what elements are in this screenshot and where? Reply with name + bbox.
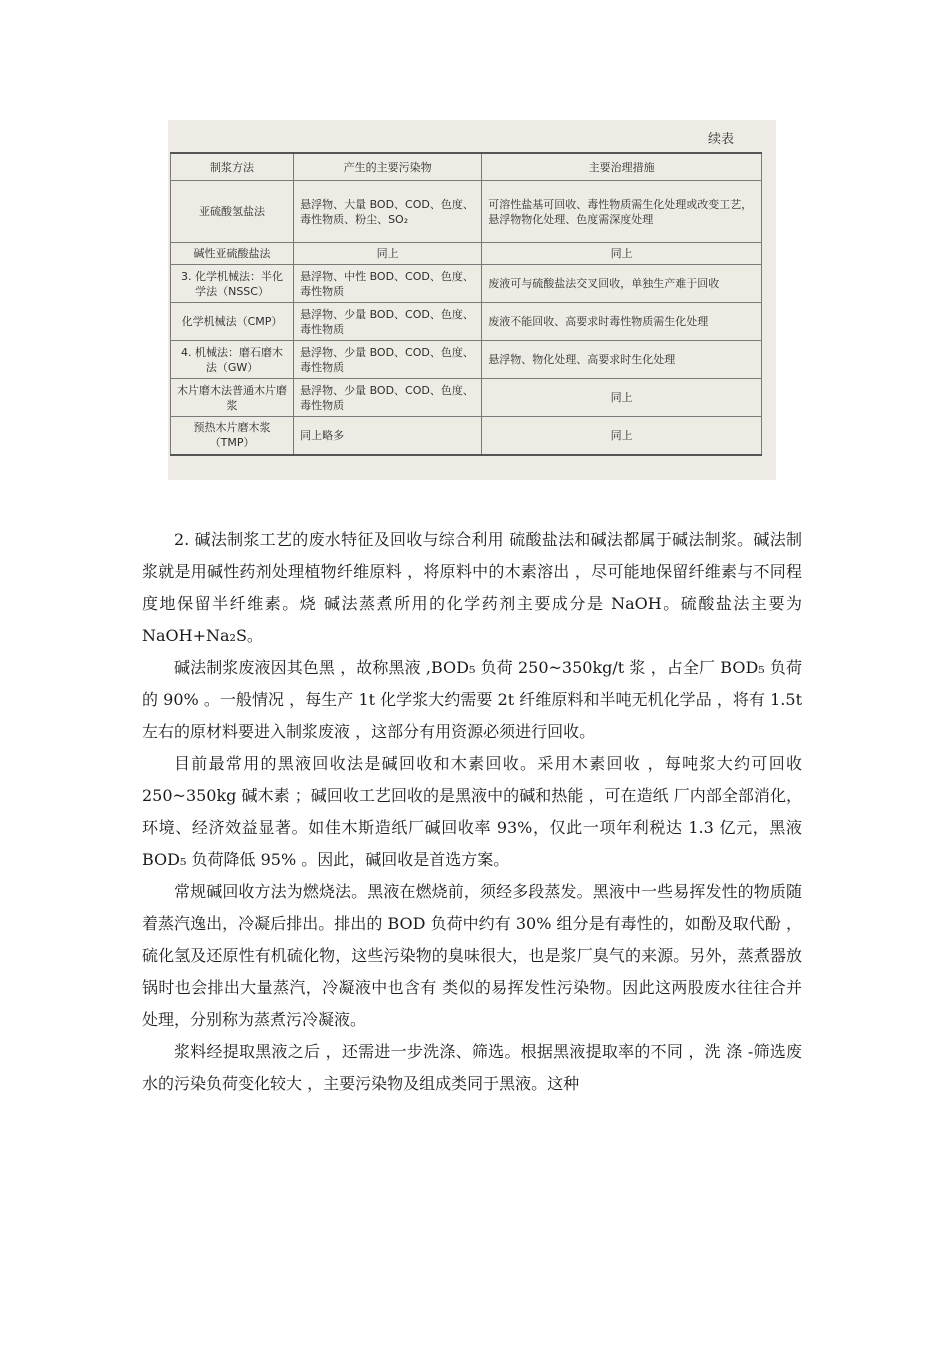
table-cell: 悬浮物、少量 BOD、COD、色度、毒性物质: [294, 379, 482, 417]
table-cell: 3. 化学机械法：半化学法（NSSC）: [171, 265, 294, 303]
table-scan-image: [168, 120, 776, 480]
table-cell: 同上: [482, 243, 762, 265]
table-cell: 4. 机械法：磨石磨木法（GW）: [171, 341, 294, 379]
table-cell: 废液可与硫酸盐法交叉回收，单独生产难于回收: [482, 265, 762, 303]
table-row: [171, 243, 762, 265]
header-method: 制浆方法: [171, 153, 294, 181]
table-cell: 废液不能回收、高要求时毒性物质需生化处理: [482, 303, 762, 341]
table-cell: 同上略多: [294, 417, 482, 455]
paragraph-alkali-pulping: 2. 碱法制浆工艺的废水特征及回收与综合利用 硫酸盐法和碱法都属于碱法制浆。碱法制浆就是用碱性药剂处理植物纤维原料 ，将原料中的木素溶出 ，尽可能地保留纤维素与不同程度地保留半纤维素。烧 碱法蒸煮所用的化学药剂主要成分是 NaOH。硫酸盐法主要为 NaOH+Na₂S。: [142, 530, 802, 645]
table-cell: 同上: [482, 417, 762, 455]
table-cell: 悬浮物、大量 BOD、COD、色度、毒性物质、粉尘、SO₂: [294, 181, 482, 243]
table-cell: 碱性亚硫酸盐法: [171, 243, 294, 265]
table-cell: 木片磨木法普通木片磨浆: [171, 379, 294, 417]
header-measures: 主要治理措施: [482, 153, 762, 181]
table-cell: 悬浮物、物化处理、高要求时生化处理: [482, 341, 762, 379]
table-row: [171, 303, 762, 341]
table-cell: 悬浮物、中性 BOD、COD、色度、毒性物质: [294, 265, 482, 303]
pulping-pollution-table: [170, 152, 762, 456]
table-cell: 悬浮物、少量 BOD、COD、色度、毒性物质: [294, 303, 482, 341]
table-cell: 化学机械法（CMP）: [171, 303, 294, 341]
table-cell: 可溶性盐基可回收、毒性物质需生化处理或改变工艺，悬浮物物化处理、色度需深度处理: [482, 181, 762, 243]
body-text: [142, 524, 802, 1100]
table-header-row: [171, 153, 762, 181]
table-cell: 亚硫酸氢盐法: [171, 181, 294, 243]
table-cell: 同上: [482, 379, 762, 417]
paragraph-combustion-method: 常规碱回收方法为燃烧法。黑液在燃烧前，须经多段蒸发。黑液中一些易挥发性的物质随着蒸汽逸出，冷凝后排出。排出的 BOD 负荷中约有 30% 组分是有毒性的，如酚及取代酚 ，硫化氢及还原性有机硫化物，这些污染物的臭味很大，也是浆厂臭气的来源。另外，蒸煮器放锅时也会排出大量蒸汽，冷凝液中也含有 类似的易挥发性污染物。因此这两股废水往往合并处理，分别称为蒸煮污冷凝液。: [142, 882, 802, 1029]
table-cell: 预热木片磨木浆（TMP）: [171, 417, 294, 455]
table-cell: 悬浮物、少量 BOD、COD、色度、毒性物质: [294, 341, 482, 379]
table-row: [171, 379, 762, 417]
table-cell: 同上: [294, 243, 482, 265]
table-row: [171, 181, 762, 243]
header-pollutants: 产生的主要污染物: [294, 153, 482, 181]
paragraph-washing-screening: 浆料经提取黑液之后 ，还需进一步洗涤、筛选。根据黑液提取率的不同 ，洗 涤 -筛选废水的污染负荷变化较大 ，主要污染物及组成类同于黑液。这种: [142, 1042, 802, 1093]
paragraph-recovery-methods: 目前最常用的黑液回收法是碱回收和木素回收。采用木素回收 ，每吨浆大约可回收 250~350kg 碱木素 ；碱回收工艺回收的是黑液中的碱和热能 ，可在造纸 厂内部全部消化，环境、经济效益显著。如佳木斯造纸厂碱回收率 93%，仅此一项年利税达 1.3 亿元，黑液 BOD₅ 负荷降低 95% 。因此，碱回收是首选方案。: [142, 754, 802, 869]
table-row: [171, 341, 762, 379]
table-row: [171, 265, 762, 303]
paragraph-black-liquor: 碱法制浆废液因其色黑 ，故称黑液 ,BOD₅ 负荷 250~350kg/t 浆 ，占全厂 BOD₅ 负荷的 90% 。一般情况 ，每生产 1t 化学浆大约需要 2t 纤维原料和半吨无机化学品 ，将有 1.5t 左右的原材料要进入制浆废液 ，这部分有用资源必须进行回收。: [142, 658, 802, 741]
table-caption: 续表: [707, 132, 734, 147]
table-row: [171, 417, 762, 455]
